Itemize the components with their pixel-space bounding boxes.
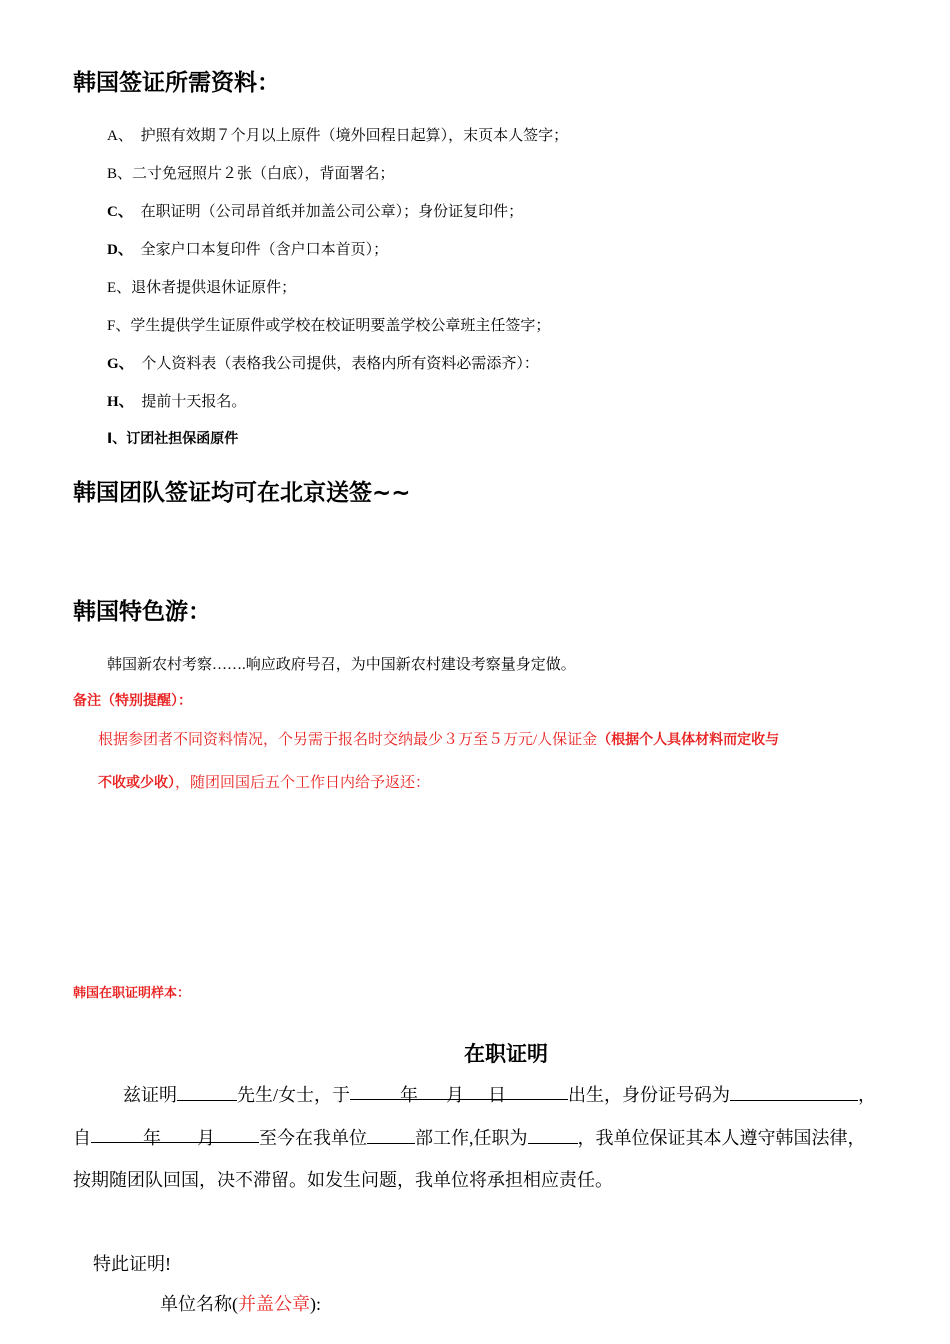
list-item-a bbox=[107, 124, 568, 145]
notes-refund-text: ，随团回国后五个工作日内给予返还： bbox=[175, 775, 431, 791]
blank-position bbox=[528, 1125, 578, 1144]
list-item-e bbox=[107, 276, 296, 297]
special-tour-description: 韩国新农村考察…….响应政府号召，为中国新农村建设考察量身定做。 bbox=[107, 657, 576, 673]
item-text: 学生提供学生证原件或学校在校证明要盖学校公章班主任签字； bbox=[130, 318, 551, 334]
certificate-title: 在职证明 bbox=[464, 1042, 548, 1066]
cert-text: 出生，身份证号码为 bbox=[568, 1085, 731, 1105]
list-item-c bbox=[107, 200, 523, 221]
notes-condition-text-cont: 不收或少收） bbox=[98, 775, 175, 791]
month-label: 月 bbox=[446, 1085, 465, 1105]
notes-deposit-text: 根据参团者不同资料情况，个另需于报名时交纳最少３万至５万元/人保证金 bbox=[98, 732, 598, 748]
notes-line-2 bbox=[98, 771, 430, 792]
cert-text: 自 bbox=[73, 1128, 91, 1148]
unit-name-label: 单位名称( bbox=[160, 1294, 238, 1314]
item-label: C、 bbox=[107, 204, 133, 220]
list-item-i bbox=[107, 428, 238, 448]
list-item-b bbox=[107, 162, 395, 183]
day-label: 日 bbox=[488, 1085, 507, 1105]
sample-label: 韩国在职证明样本： bbox=[73, 986, 191, 1001]
blank-name bbox=[177, 1082, 237, 1101]
unit-seal-note: 并盖公章 bbox=[238, 1294, 310, 1314]
cert-text: 兹证明 bbox=[123, 1085, 177, 1105]
item-label: I、 bbox=[107, 431, 127, 447]
unit-name-label-end: ): bbox=[310, 1294, 321, 1314]
item-text: 退休者提供退休证原件； bbox=[131, 280, 297, 296]
item-label: G、 bbox=[107, 356, 134, 372]
heading-special-tour: 韩国特色游： bbox=[73, 599, 211, 625]
item-text: 护照有效期７个月以上原件（境外回程日起算），末页本人签字； bbox=[140, 128, 569, 144]
item-text: 提前十天报名。 bbox=[141, 394, 247, 410]
notes-line-1 bbox=[98, 728, 779, 749]
cert-text: 至今在我单位 bbox=[259, 1128, 367, 1148]
item-text: 全家户口本复印件（含户口本首页）； bbox=[140, 242, 389, 258]
item-label: E、 bbox=[107, 280, 132, 296]
blank-birthdate bbox=[350, 1081, 568, 1105]
unit-name-line bbox=[160, 1290, 321, 1316]
certificate-closing: 特此证明! bbox=[93, 1254, 171, 1274]
notes-condition-text: （根据个人具体材料而定收与 bbox=[597, 732, 780, 748]
certificate-line-1 bbox=[123, 1081, 876, 1107]
certificate-line-3: 按期随团队回国，决不滞留。如发生问题，我单位将承担相应责任。 bbox=[73, 1170, 613, 1190]
cert-text: 先生/女士，于 bbox=[237, 1085, 351, 1105]
certificate-line-2 bbox=[73, 1124, 866, 1150]
item-label: B、 bbox=[107, 166, 133, 182]
item-label: D、 bbox=[107, 242, 133, 258]
year-label: 年 bbox=[143, 1128, 161, 1148]
item-label: A、 bbox=[107, 128, 133, 144]
blank-start-date bbox=[91, 1124, 259, 1148]
list-item-f bbox=[107, 314, 550, 335]
item-text: 二寸免冠照片２张（白底），背面署名； bbox=[132, 166, 395, 182]
year-label: 年 bbox=[400, 1085, 419, 1105]
blank-id-number bbox=[730, 1082, 858, 1101]
item-text: 在职证明（公司昂首纸并加盖公司公章）；身份证复印件； bbox=[140, 204, 524, 220]
cert-text: ，我单位保证其本人遵守韩国法律， bbox=[577, 1128, 866, 1148]
list-item-h bbox=[107, 390, 246, 411]
blank-department bbox=[367, 1125, 415, 1144]
item-text: 个人资料表（表格我公司提供，表格内所有资料必需添齐）： bbox=[141, 356, 539, 372]
notes-title: 备注（特别提醒）： bbox=[73, 693, 192, 709]
heading-beijing-submission: 韩国团队签证均可在北京送签~~ bbox=[73, 480, 411, 506]
cert-text: 部工作,任职为 bbox=[415, 1128, 528, 1148]
item-text: 订团社担保函原件 bbox=[126, 431, 239, 447]
list-item-d bbox=[107, 238, 388, 259]
item-label: F、 bbox=[107, 318, 131, 334]
cert-text: ， bbox=[858, 1085, 877, 1105]
item-label: H、 bbox=[107, 394, 134, 410]
heading-visa-materials: 韩国签证所需资料： bbox=[73, 70, 280, 96]
month-label: 月 bbox=[197, 1128, 215, 1148]
list-item-g bbox=[107, 352, 539, 373]
